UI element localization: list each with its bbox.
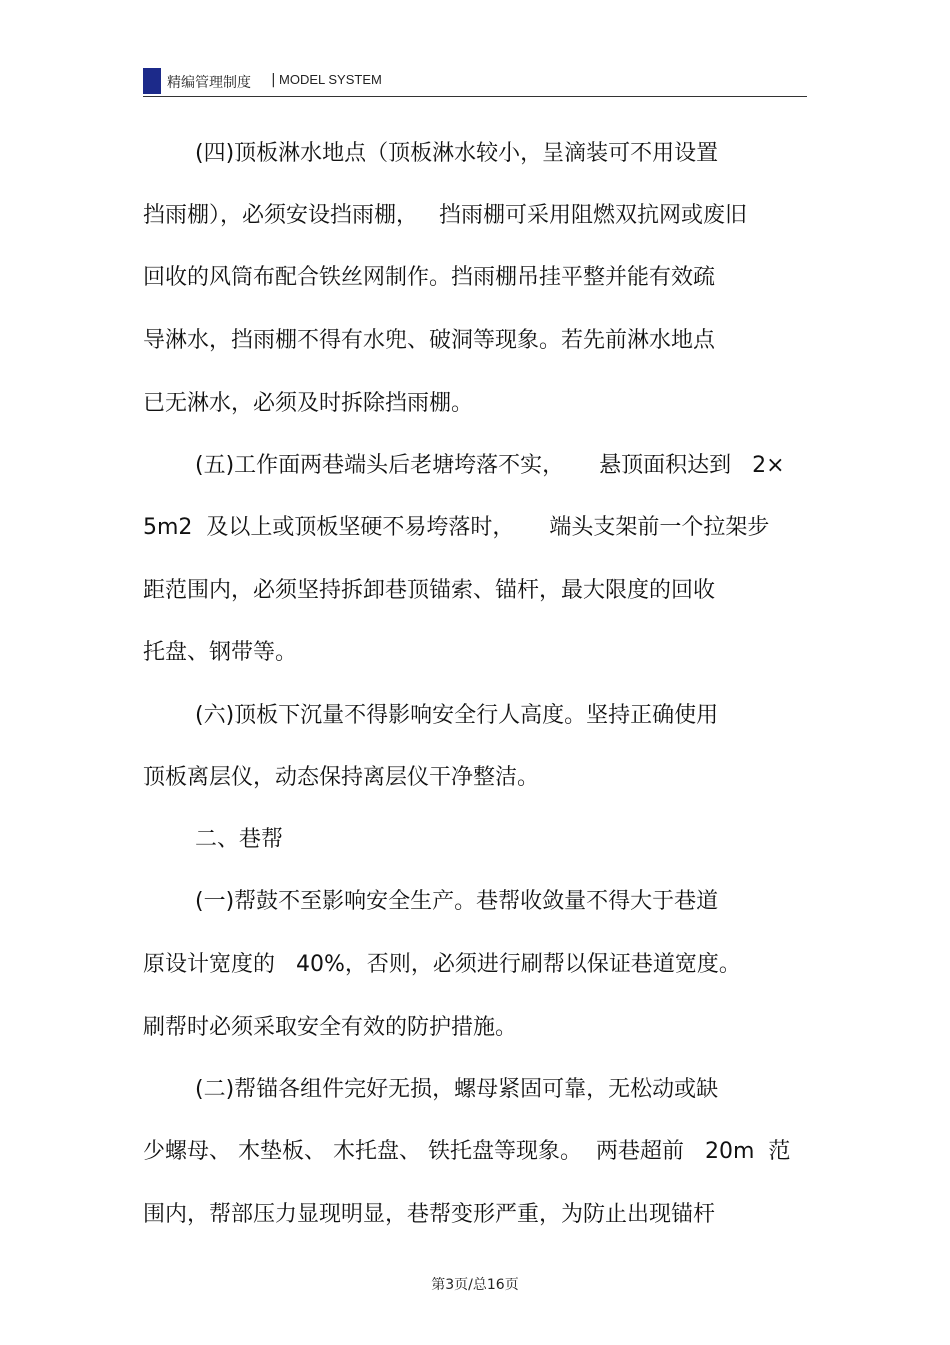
header-model-system: MODEL SYSTEM	[279, 72, 382, 87]
header-title: 精编管理制度	[167, 75, 251, 91]
logo-icon	[143, 68, 161, 94]
header-separator: |	[271, 72, 276, 88]
text-line: 刷帮时必须采取安全有效的防护措施。	[143, 1015, 518, 1040]
text-line: (四)顶板淋水地点（顶板淋水较小，呈滴装可不用设置	[195, 141, 719, 166]
text-line: 5m2 及以上或顶板坚硬不易垮落时， 端头支架前一个拉架步	[143, 515, 770, 540]
text-line: 挡雨棚），必须安设挡雨棚， 挡雨棚可采用阻燃双抗网或废旧	[143, 203, 747, 228]
text-line: 围内，帮部压力显现明显，巷帮变形严重，为防止出现锚杆	[143, 1202, 716, 1227]
text-line: (一)帮鼓不至影响安全生产。巷帮收敛量不得大于巷道	[195, 889, 719, 914]
page-header	[143, 64, 807, 97]
text-line: 原设计宽度的 40%，否则，必须进行刷帮以保证巷道宽度。	[143, 952, 741, 977]
text-line: 距范围内，必须坚持拆卸巷顶锚索、锚杆，最大限度的回收	[143, 578, 716, 603]
text-line: 已无淋水，必须及时拆除挡雨棚。	[143, 391, 474, 416]
section-heading: 二、巷帮	[195, 827, 284, 852]
page-number: 第3页/总16页	[431, 1277, 519, 1293]
text-line: 少螺母、 木垫板、 木托盘、 铁托盘等现象。 两巷超前 20m 范	[143, 1139, 791, 1164]
text-line: 回收的风筒布配合铁丝网制作。挡雨棚吊挂平整并能有效疏	[143, 265, 716, 290]
text-line: (五)工作面两巷端头后老塘垮落不实， 悬顶面积达到 2×	[195, 453, 785, 478]
text-line: 顶板离层仪，动态保持离层仪干净整洁。	[143, 765, 540, 790]
text-line: (六)顶板下沉量不得影响安全行人高度。坚持正确使用	[195, 703, 719, 728]
text-line: 导淋水，挡雨棚不得有水兜、破洞等现象。若先前淋水地点	[143, 328, 716, 353]
text-line: 托盘、钢带等。	[143, 640, 298, 665]
text-line: (二)帮锚各组件完好无损，螺母紧固可靠，无松动或缺	[195, 1077, 719, 1102]
